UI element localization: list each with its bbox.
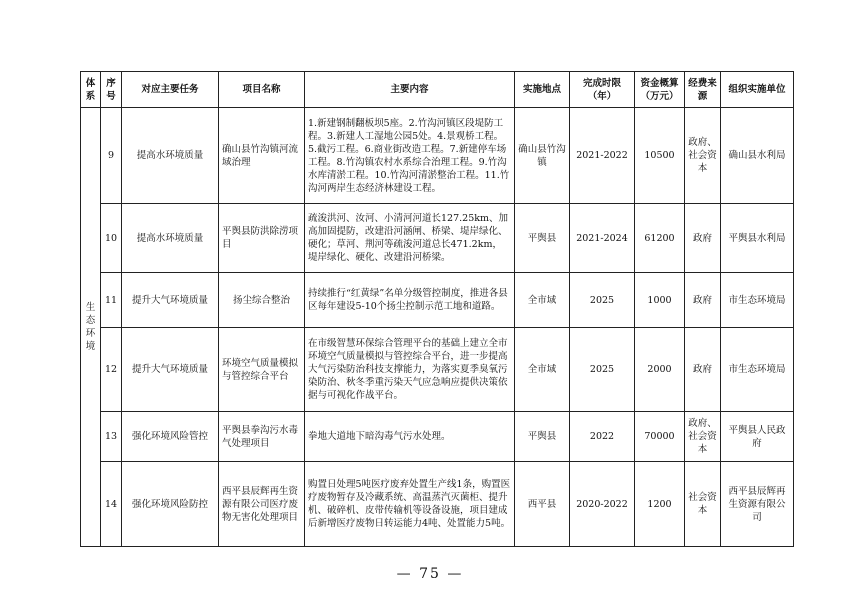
- row-project: 扬尘综合整治: [219, 273, 305, 328]
- row-project: 平舆县拳沟污水毒气处理项目: [219, 412, 305, 462]
- row-funding: 政府: [685, 328, 721, 412]
- row-content: 购置日处理5吨医疗废弃处置生产线1条，购置医疗废物暂存及冷藏系统、高温蒸汽灭菌柜、提升机、破碎机、皮带传输机等设备设施，项目建成后新增医疗废物日转运能力4吨、处置能力5吨。: [305, 462, 515, 547]
- table-row: [81, 204, 794, 273]
- row-location: 确山县竹沟镇: [515, 108, 570, 204]
- header-task: 对应主要任务: [122, 72, 219, 108]
- row-location: 西平县: [515, 462, 570, 547]
- row-budget: 1000: [635, 273, 685, 328]
- row-budget: 61200: [635, 204, 685, 273]
- table-header-row: [81, 72, 794, 108]
- row-org: 确山县水利局: [721, 108, 794, 204]
- header-system: 体系: [81, 72, 101, 108]
- row-project: 平舆县防洪除涝项目: [219, 204, 305, 273]
- row-location: 全市域: [515, 328, 570, 412]
- project-table: [80, 71, 794, 547]
- row-task: 提升大气环境质量: [122, 273, 219, 328]
- row-task: 提升大气环境质量: [122, 328, 219, 412]
- row-index: 9: [101, 108, 122, 204]
- row-content: 持续推行“红黄绿”名单分级管控制度，推进各县区每年建设5-10个扬尘控制示范工地和道路。: [305, 273, 515, 328]
- row-project: 确山县竹沟镇河流域治理: [219, 108, 305, 204]
- row-funding: 社会资本: [685, 462, 721, 547]
- row-org: 西平县辰辉再生资源有限公司: [721, 462, 794, 547]
- row-funding: 政府、社会资本: [685, 108, 721, 204]
- row-task: 提高水环境质量: [122, 204, 219, 273]
- row-period: 2020-2022: [570, 462, 635, 547]
- row-task: 强化环境风险防控: [122, 462, 219, 547]
- table-row: [81, 273, 794, 328]
- header-location: 实施地点: [515, 72, 570, 108]
- row-task: 提高水环境质量: [122, 108, 219, 204]
- row-funding: 政府: [685, 204, 721, 273]
- row-org: 平舆县水利局: [721, 204, 794, 273]
- row-index: 10: [101, 204, 122, 273]
- row-location: 平舆县: [515, 412, 570, 462]
- row-funding: 政府、社会资本: [685, 412, 721, 462]
- row-index: 12: [101, 328, 122, 412]
- row-task: 强化环境风险管控: [122, 412, 219, 462]
- row-project: 西平县辰辉再生资源有限公司医疗废物无害化处理项目: [219, 462, 305, 547]
- row-org: 市生态环境局: [721, 273, 794, 328]
- row-budget: 1200: [635, 462, 685, 547]
- row-period: 2022: [570, 412, 635, 462]
- category-cell: [81, 108, 101, 547]
- row-index: 14: [101, 462, 122, 547]
- row-period: 2025: [570, 273, 635, 328]
- row-budget: 10500: [635, 108, 685, 204]
- row-period: 2021-2022: [570, 108, 635, 204]
- row-org: 市生态环境局: [721, 328, 794, 412]
- row-content: 在市级智慧环保综合管理平台的基础上建立全市环境空气质量模拟与管控综合平台，进一步提高大气污染防治科技支撑能力，为落实夏季臭氧污染防治、秋冬季重污染天气应急响应提供决策依据与可视化作战平台。: [305, 328, 515, 412]
- row-location: 全市域: [515, 273, 570, 328]
- row-period: 2021-2024: [570, 204, 635, 273]
- header-budget: 资金概算（万元）: [635, 72, 685, 108]
- row-content: 拳地大道地下暗沟毒气污水处理。: [305, 412, 515, 462]
- table-row: [81, 328, 794, 412]
- table-row: [81, 108, 794, 204]
- header-funding: 经费来源: [685, 72, 721, 108]
- header-content: 主要内容: [305, 72, 515, 108]
- header-project: 项目名称: [219, 72, 305, 108]
- row-budget: 2000: [635, 328, 685, 412]
- table-row: [81, 462, 794, 547]
- row-content: 疏浚洪河、汝河、小清河河道长127.25km、加高加固提防，改建沿河涵闸、桥梁、堤岸绿化、硬化；草河、荆河等疏浚河道总长471.2km，堤岸绿化、硬化、改建沿河桥梁。: [305, 204, 515, 273]
- row-project: 环境空气质量模拟与管控综合平台: [219, 328, 305, 412]
- table-row: [81, 412, 794, 462]
- row-period: 2025: [570, 328, 635, 412]
- header-org: 组织实施单位: [721, 72, 794, 108]
- row-location: 平舆县: [515, 204, 570, 273]
- row-content: 1.新建钢制翻板坝5座。2.竹沟河镇区段堤防工程。3.新建人工湿地公园5处。4.景观桥工程。5.截污工程。6.商业街改造工程。7.新建停车场工程。8.竹沟镇农村水系综合治理工程。9.竹沟水库清淤工程。10.竹沟河清淤整治工程。11.竹沟河两岸生态经济林建设工程。: [305, 108, 515, 204]
- row-budget: 70000: [635, 412, 685, 462]
- page-number: — 75 —: [396, 566, 464, 582]
- row-funding: 政府: [685, 273, 721, 328]
- row-index: 13: [101, 412, 122, 462]
- category-label: 生 态 环 境: [85, 302, 96, 352]
- header-period: 完成时限（年）: [570, 72, 635, 108]
- row-org: 平舆县人民政府: [721, 412, 794, 462]
- header-index: 序号: [101, 72, 122, 108]
- row-index: 11: [101, 273, 122, 328]
